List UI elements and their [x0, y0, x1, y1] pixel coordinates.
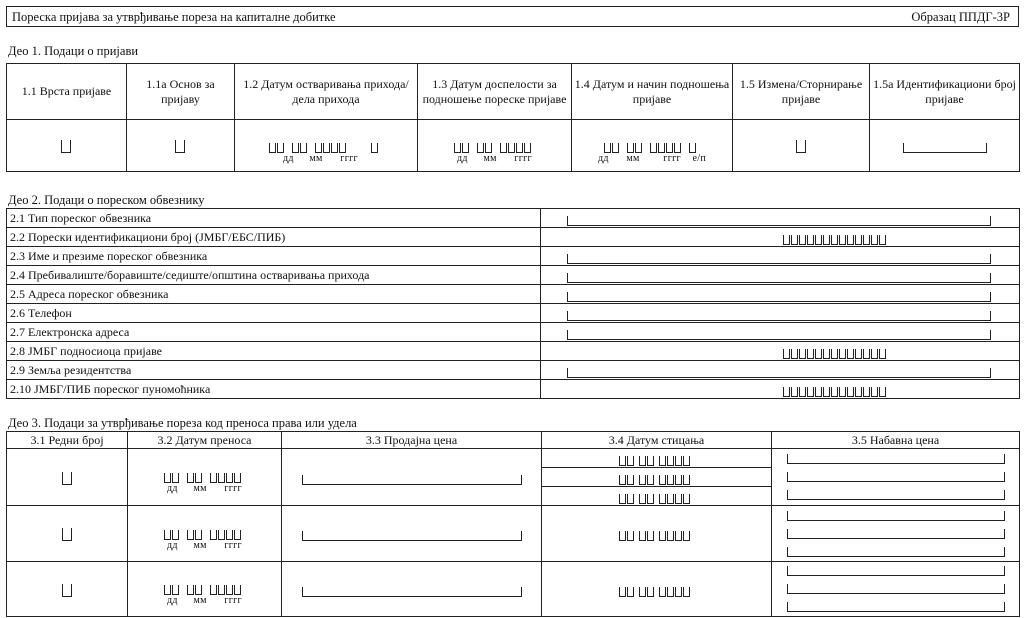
sale-price-input[interactable]: [282, 562, 542, 617]
amendment-box[interactable]: [733, 120, 870, 172]
address-input[interactable]: [541, 285, 1020, 304]
dd-label: дд: [598, 152, 609, 164]
dd-label: дд: [167, 595, 178, 606]
col-3-5: 3.5 Набавна цена: [772, 432, 1020, 449]
row-2-9-label: 2.9 Земља резидентства: [7, 361, 541, 380]
report-id-field[interactable]: [870, 120, 1020, 172]
mm-label: мм: [309, 152, 323, 164]
email-input[interactable]: [541, 323, 1020, 342]
mm-label: мм: [483, 152, 497, 164]
submission-date-field[interactable]: [572, 120, 733, 172]
row-2-5-label: 2.5 Адреса пореског обвезника: [7, 285, 541, 304]
row-2-8-label: 2.8 ЈМБГ подносиоца пријаве: [7, 342, 541, 361]
form-header: [6, 6, 1019, 27]
dd-label: дд: [283, 152, 294, 164]
mm-label: мм: [193, 539, 207, 551]
due-date-field[interactable]: [418, 120, 572, 172]
col-1-5a: 1.5а Идентификациони број пријаве: [870, 64, 1020, 120]
purchase-price-stack[interactable]: [772, 449, 1020, 506]
row-2-4-label: 2.4 Пребивалиште/боравиште/седиште/општина остваривања прихода: [7, 266, 541, 285]
taxpayer-type-input[interactable]: [541, 209, 1020, 228]
yyyy-label: гггг: [224, 595, 242, 606]
purchase-price-stack[interactable]: [772, 506, 1020, 562]
submitter-jmbg-input[interactable]: [541, 342, 1020, 361]
ordinal-box[interactable]: [7, 562, 128, 617]
transfer-date-field[interactable]: [128, 449, 282, 506]
yyyy-label: гггг: [224, 483, 242, 494]
table-row: [7, 562, 1020, 617]
col-3-3: 3.3 Продајна цена: [282, 432, 542, 449]
tax-id-input[interactable]: [541, 228, 1020, 247]
section1-title: Део 1. Подаци о пријави: [8, 44, 139, 58]
sale-price-input[interactable]: [282, 449, 542, 506]
col-1-2: 1.2 Датум остваривања прихода/ дела прихода: [235, 64, 418, 120]
income-date-field[interactable]: [235, 120, 418, 172]
acquisition-date-field[interactable]: [542, 506, 772, 562]
ordinal-box[interactable]: [7, 506, 128, 562]
sale-price-input[interactable]: [282, 506, 542, 562]
section1-table: [6, 63, 1020, 172]
mm-label: мм: [626, 152, 640, 164]
residence-input[interactable]: [541, 266, 1020, 285]
form-title: Пореска пријава за утврђивање пореза на капиталне добитке: [12, 10, 336, 24]
ep-label: е/п: [692, 152, 706, 164]
residency-country-input[interactable]: [541, 361, 1020, 380]
acquisition-date-stack[interactable]: [542, 449, 772, 506]
acquisition-date-field[interactable]: [542, 562, 772, 617]
proxy-id-input[interactable]: [541, 380, 1020, 399]
row-2-3-label: 2.3 Име и презиме пореског обвезника: [7, 247, 541, 266]
report-basis-box[interactable]: [127, 120, 235, 172]
ordinal-box[interactable]: [7, 449, 128, 506]
section2-title: Део 2. Подаци о пореском обвезнику: [8, 193, 205, 207]
phone-input[interactable]: [541, 304, 1020, 323]
row-2-10-label: 2.10 ЈМБГ/ПИБ пореског пуномоћника: [7, 380, 541, 399]
yyyy-label: гггг: [340, 152, 358, 164]
dd-label: дд: [167, 483, 178, 494]
col-3-4: 3.4 Датум стицања: [542, 432, 772, 449]
row-2-2-label: 2.2 Порески идентификациони број (ЈМБГ/ЕБС/ПИБ): [7, 228, 541, 247]
dd-label: дд: [167, 539, 178, 551]
yyyy-label: гггг: [224, 539, 242, 551]
section3-title: Део 3. Подаци за утврђивање пореза код преноса права или удела: [8, 416, 357, 430]
col-1-5: 1.5 Измена/Сторнирање пријаве: [733, 64, 870, 120]
col-3-2: 3.2 Датум преноса: [128, 432, 282, 449]
dd-label: дд: [457, 152, 468, 164]
col-1-3: 1.3 Датум доспелости за подношење пореске пријаве: [418, 64, 572, 120]
mm-label: мм: [193, 595, 207, 606]
col-1-4: 1.4 Датум и начин подношења пријаве: [572, 64, 733, 120]
yyyy-label: гггг: [663, 152, 681, 164]
yyyy-label: гггг: [514, 152, 532, 164]
transfer-date-field[interactable]: [128, 562, 282, 617]
table-row: [7, 506, 1020, 562]
row-2-7-label: 2.7 Електронска адреса: [7, 323, 541, 342]
col-1-1a: 1.1а Основ за пријаву: [127, 64, 235, 120]
table-row: [7, 449, 1020, 506]
taxpayer-name-input[interactable]: [541, 247, 1020, 266]
col-1-1: 1.1 Врста пријаве: [7, 64, 127, 120]
row-2-6-label: 2.6 Телефон: [7, 304, 541, 323]
col-3-1: 3.1 Редни број: [7, 432, 128, 449]
transfer-date-field[interactable]: [128, 506, 282, 562]
section2-table: [6, 208, 1020, 399]
row-2-1-label: 2.1 Тип пореског обвезника: [7, 209, 541, 228]
form-code: Образац ППДГ-3Р: [911, 10, 1010, 24]
mm-label: мм: [193, 483, 207, 494]
report-type-box[interactable]: [7, 120, 127, 172]
section3-table: [6, 431, 1020, 617]
purchase-price-stack[interactable]: [772, 562, 1020, 617]
